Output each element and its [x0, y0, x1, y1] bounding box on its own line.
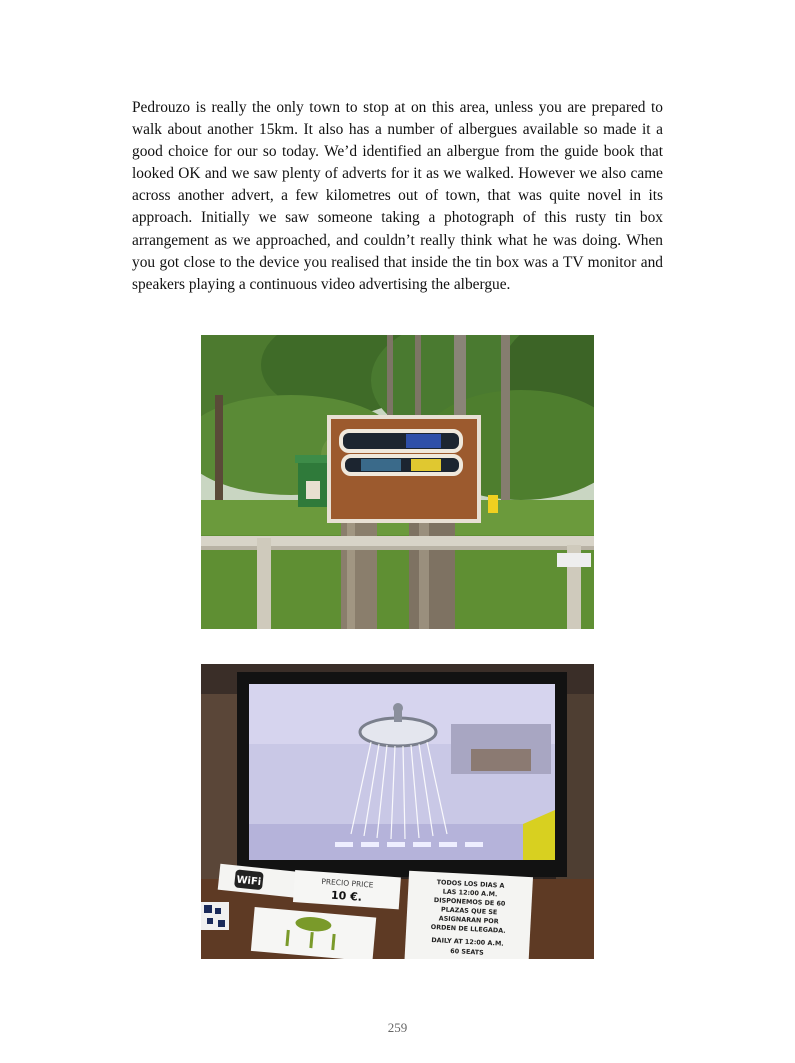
wifi-label: WiFi — [235, 874, 262, 889]
notice-line-7: DAILY AT 12:00 A.M. — [431, 935, 504, 948]
notice-line-4: PLAZAS QUE SE — [440, 905, 498, 917]
notice-line-8: 60 SEATS — [450, 946, 484, 957]
notice-line-3: DISPONEMOS DE 60 — [433, 896, 506, 908]
photo-tv-monitor — [201, 664, 594, 959]
photo-rusty-tin-box — [201, 335, 594, 629]
notice-line-6: ORDEN DE LLEGADA. — [430, 922, 506, 935]
price-value: 10 €. — [330, 888, 363, 904]
price-label: PRECIO PRICE — [321, 876, 374, 890]
notice-line-5: ASIGNARAN POR — [438, 914, 499, 926]
body-paragraph: Pedrouzo is really the only town to stop at on this area, unless you are prepared to walk about another 15km. It also has a number of albergues available so made it a good choice for our so today. We’d identified an albergue from the guide book that looked OK and we saw plenty of adverts for it as we walked. However we also came across another advert, a few kilometres out of town, that was quite novel in its approach. Initially we saw someone taking a photograph of this rusty tin box arrangement as we approached, and couldn’t really think what he was doing. When you got close to the device you realised that inside the tin box was a TV monitor and speakers playing a continuous video advertising the albergue. — [132, 99, 663, 293]
notice-line-2: LAS 12:00 A.M. — [442, 887, 498, 899]
notice-line-1: TODOS LOS DIAS A — [436, 878, 505, 890]
page-number: 259 — [387, 1020, 408, 1035]
